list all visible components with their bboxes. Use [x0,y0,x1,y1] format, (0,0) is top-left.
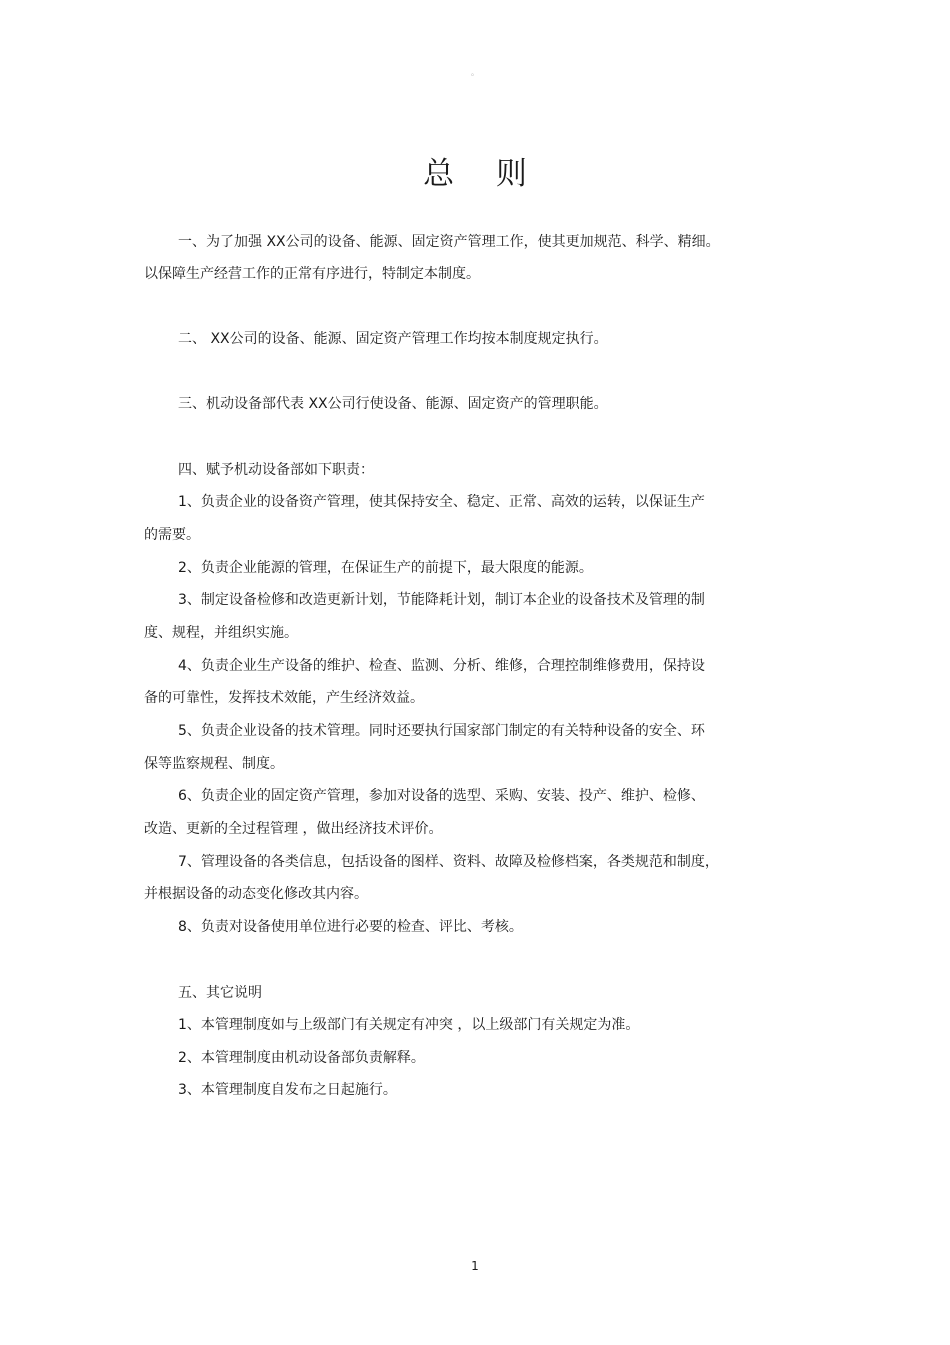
page-title: 总 则 [423,156,543,192]
duty-7-line-1: 7、管理设备的各类信息，包括设备的图样、资料、故障及检修档案，各类规范和制度， [178,854,719,870]
duty-4-line-2: 备的可靠性，发挥技术效能，产生经济效益。 [144,690,424,706]
duty-7-line-2: 并根据设备的动态变化修改其内容。 [144,886,368,902]
duty-4-line-1: 4、负责企业生产设备的维护、检查、监测、分析、维修，合理控制维修费用，保持设 [178,658,705,674]
clause-1-line-1: 一、为了加强 XX公司的设备、能源、固定资产管理工作，使其更加规范、科学、精细。 [178,234,720,250]
clause-5-heading: 五、其它说明 [178,985,262,1001]
duty-3-line-1: 3、制定设备检修和改造更新计划，节能降耗计划，制订本企业的设备技术及管理的制 [178,592,705,608]
clause-4-heading: 四、赋予机动设备部如下职责： [178,462,374,478]
duty-6-line-2: 改造、更新的全过程管理 ，做出经济技术评价。 [144,821,443,837]
duty-6-line-1: 6、负责企业的固定资产管理，参加对设备的选型、采购、安装、投产、维护、检修、 [178,788,705,804]
clause-2: 二、 XX公司的设备、能源、固定资产管理工作均按本制度规定执行。 [178,331,608,347]
duty-5-line-2: 保等监察规程、制度。 [144,756,284,772]
note-1: 1、本管理制度如与上级部门有关规定有冲突 ，以上级部门有关规定为准。 [178,1017,640,1033]
duty-5-line-1: 5、负责企业设备的技术管理。同时还要执行国家部门制定的有关特种设备的安全、环 [178,723,705,739]
page-number: 1 [471,1259,479,1273]
duty-8: 8、负责对设备使用单位进行必要的检查、评比、考核。 [178,919,523,935]
note-3: 3、本管理制度自发布之日起施行。 [178,1082,397,1098]
note-2: 2、本管理制度由机动设备部负责解释。 [178,1050,425,1066]
header-mark: 。 [471,68,479,77]
duty-2: 2、负责企业能源的管理，在保证生产的前提下，最大限度的能源。 [178,560,593,576]
duty-3-line-2: 度、规程，并组织实施。 [144,625,298,641]
duty-1-line-1: 1、负责企业的设备资产管理，使其保持安全、稳定、正常、高效的运转，以保证生产 [178,494,705,510]
clause-3: 三、机动设备部代表 XX公司行使设备、能源、固定资产的管理职能。 [178,396,608,412]
duty-1-line-2: 的需要。 [144,527,200,543]
clause-1-line-2: 以保障生产经营工作的正常有序进行，特制定本制度。 [144,266,480,282]
